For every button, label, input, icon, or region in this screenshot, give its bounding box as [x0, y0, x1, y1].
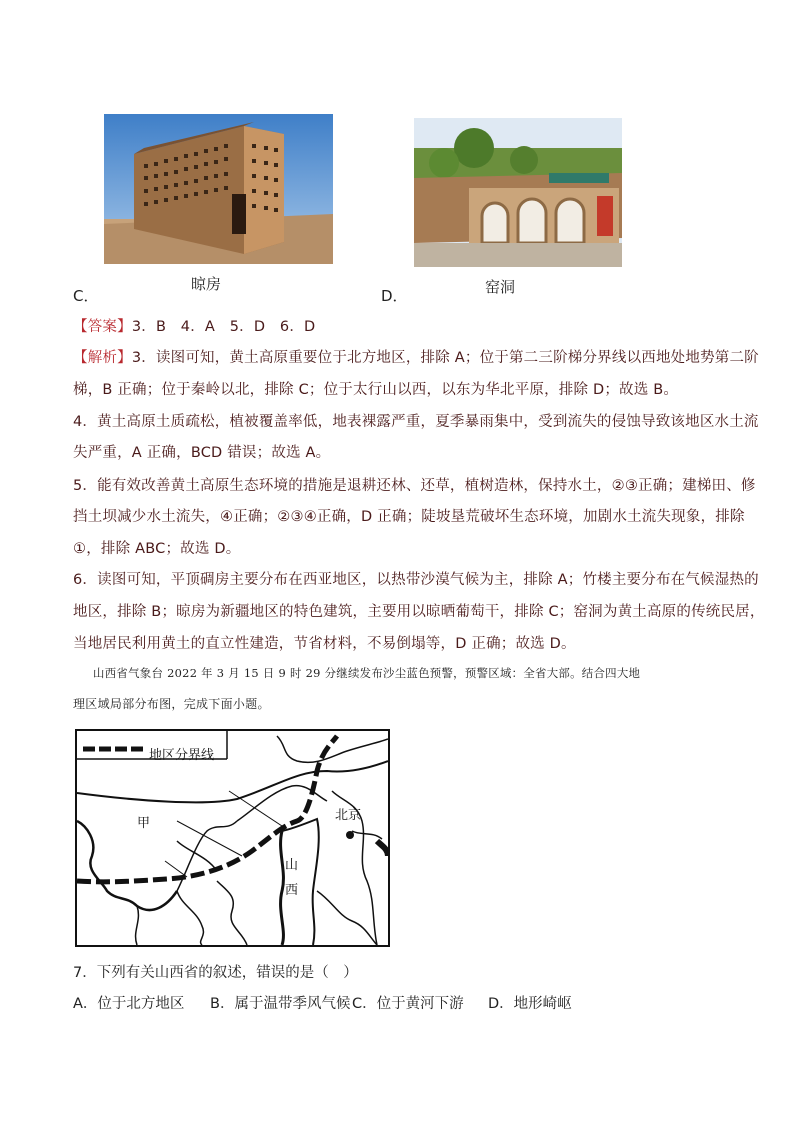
- analysis-line-10: 当地居民利用黄土的直立性建造，节省材料，不易倒塌等，D 正确；故选 D。: [73, 636, 576, 652]
- analysis-line-8: 6．读图可知，平顶碉房主要分布在西亚地区，以热带沙漠气候为主，排除 A；竹楼主要分布在气候湿热的: [73, 572, 759, 588]
- q7-option-a[interactable]: A．位于北方地区: [73, 996, 185, 1012]
- analysis-line-3: 4．黄土高原土质疏松，植被覆盖率低，地表裸露严重，夏季暴雨集中，受到流失的侵蚀导致该地区水土流: [73, 414, 759, 430]
- region-map: [75, 729, 390, 947]
- analysis-line-2: 梯，B 正确；位于秦岭以北，排除 C；位于太行山以西，以东为华北平原，排除 D；故选 B。: [73, 382, 679, 398]
- map-label-jia: 甲: [137, 816, 151, 831]
- map-label-shan: 山: [285, 858, 299, 873]
- map-label-xi: 西: [285, 883, 299, 898]
- analysis-line-7: ①，排除 ABC；故选 D。: [73, 541, 241, 557]
- map-legend-label: 地区分界线: [149, 748, 215, 763]
- map-label-beijing: 北京: [335, 808, 362, 823]
- drying-house-photo: [104, 114, 333, 264]
- q7-option-d[interactable]: D．地形崎岖: [488, 996, 572, 1012]
- intro-line-2: 理区域局部分布图，完成下面小题。: [73, 697, 270, 711]
- analysis-line-4: 失严重，A 正确，BCD 错误；故选 A。: [73, 445, 331, 461]
- answer-line: [73, 315, 315, 336]
- q7-option-b[interactable]: B．属于温带季风气候: [210, 996, 351, 1012]
- option-c-letter: C．: [73, 287, 99, 305]
- answer-text: 3．B 4．A 5．D 6．D: [131, 319, 316, 335]
- analysis-text: 3．读图可知，黄土高原重要位于北方地区，排除 A；位于第二三阶梯分界线以西地处地势第二阶: [131, 350, 759, 366]
- option-c-caption: 晾房: [191, 275, 222, 293]
- analysis-line-1: [73, 346, 759, 367]
- analysis-line-5: 5．能有效改善黄土高原生态环境的措施是退耕还林、还草，植树造林，保持水土，②③正确；建梯田、修: [73, 478, 756, 494]
- q7-option-c[interactable]: C．位于黄河下游: [352, 996, 464, 1012]
- cave-dwelling-photo: [414, 118, 622, 267]
- question-7-stem: 7．下列有关山西省的叙述，错误的是（ ）: [73, 965, 358, 981]
- analysis-line-9: 地区，排除 B；晾房为新疆地区的特色建筑，主要用以晾晒葡萄干，排除 C；窑洞为黄土高原的传统民居，: [73, 604, 765, 620]
- intro-line-1: 山西省气象台 2022 年 3 月 15 日 9 时 29 分继续发布沙尘蓝色预警，预警区域：全省大部。结合四大地: [93, 666, 641, 680]
- option-d-caption: 窑洞: [485, 278, 516, 296]
- analysis-tag: 【解析】: [73, 350, 132, 366]
- option-d-letter: D．: [381, 287, 408, 305]
- analysis-line-6: 挡土坝减少水土流失，④正确；②③④正确，D 正确；陡坡垦荒破坏生态环境，加剧水土流失现象，排除: [73, 509, 745, 525]
- answer-tag: 【答案】: [73, 319, 132, 335]
